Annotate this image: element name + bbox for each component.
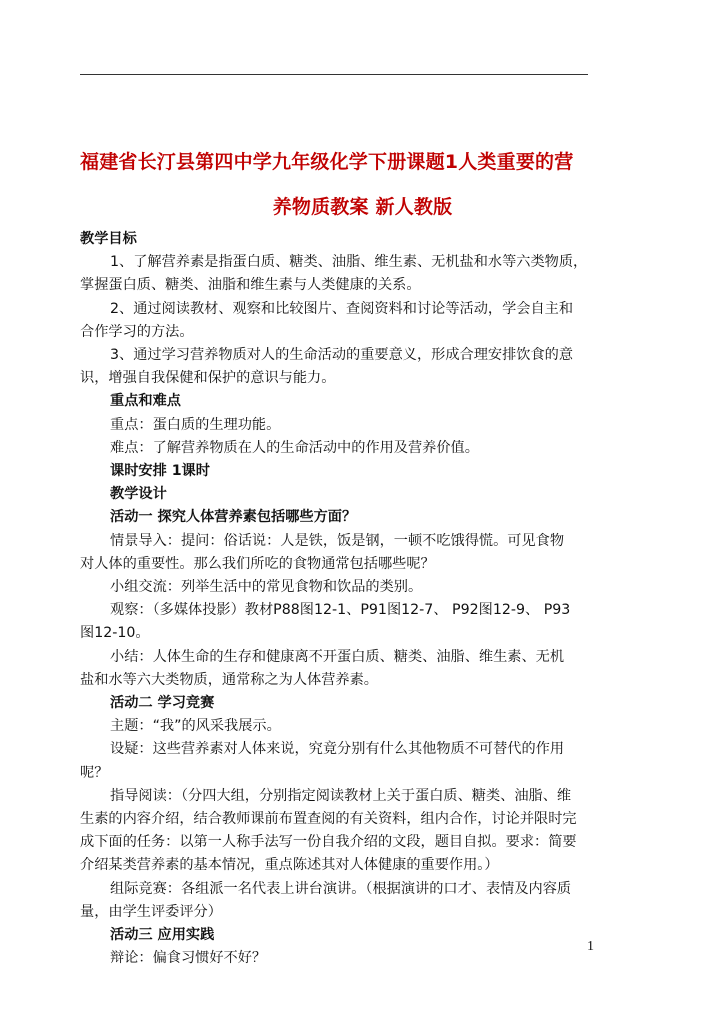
body-line: 观察：（多媒体投影）教材P88图12-1、P91图12-7、 P92图12-9、 P93 xyxy=(110,602,571,619)
body-line: 量，由学生评委评分） xyxy=(80,903,222,920)
section-heading: 活动二 学习竞赛 xyxy=(110,695,215,712)
body-line: 呢？ xyxy=(80,764,109,781)
section-heading: 活动一 探究人体营养素包括哪些方面？ xyxy=(110,509,357,526)
body-line: 生素的内容介绍，结合教师课前布置查阅的有关资料，组内合作，讨论并限时完 xyxy=(80,811,577,828)
document-body xyxy=(80,228,592,971)
body-line: 1、了解营养素是指蛋白质、糖类、油脂、维生素、无机盐和水等六类物质， xyxy=(110,254,588,271)
body-line: 3、通过学习营养物质对人的生命活动的重要意义，形成合理安排饮食的意 xyxy=(110,347,574,364)
body-line: 难点：了解营养物质在人的生命活动中的作用及营养价值。 xyxy=(110,439,479,456)
body-line: 识，增强自我保健和保护的意识与能力。 xyxy=(80,370,336,387)
section-heading: 课时安排 1课时 xyxy=(110,463,210,480)
body-line: 合作学习的方法。 xyxy=(80,323,194,340)
body-line: 掌握蛋白质、糖类、油脂和维生素与人类健康的关系。 xyxy=(80,277,421,294)
section-heading: 教学设计 xyxy=(110,486,167,503)
body-line: 介绍某类营养素的基本情况，重点陈述其对人体健康的重要作用。） xyxy=(80,857,499,874)
header-rule xyxy=(80,74,588,75)
body-line: 小组交流：列举生活中的常见食物和饮品的类别。 xyxy=(110,579,423,596)
section-heading: 活动三 应用实践 xyxy=(110,927,215,944)
body-line: 对人体的重要性。那么我们所吃的食物通常包括哪些呢？ xyxy=(80,555,435,572)
body-line: 小结：人体生命的生存和健康离不开蛋白质、糖类、油脂、维生素、无机 xyxy=(110,648,565,665)
body-line: 图12-10。 xyxy=(80,625,150,642)
body-line: 重点：蛋白质的生理功能。 xyxy=(110,416,281,433)
body-line: 盐和水等六大类物质，通常称之为人体营养素。 xyxy=(80,671,378,688)
section-heading: 重点和难点 xyxy=(110,393,181,410)
section-heading: 教学目标 xyxy=(80,231,137,247)
body-line: 指导阅读：（分四大组，分别指定阅读教材上关于蛋白质、糖类、油脂、维 xyxy=(110,787,572,804)
body-line: 2、通过阅读教材、观察和比较图片、查阅资料和讨论等活动，学会自主和 xyxy=(110,300,574,317)
body-line: 成下面的任务：以第一人称手法写一份自我介绍的文段，题目自拟。要求：简要 xyxy=(80,834,577,851)
body-line: 情景导入：提问：俗话说：人是铁，饭是钢，一顿不吃饿得慌。可见食物 xyxy=(110,532,565,549)
document-title-line-2: 养物质教案 新人教版 xyxy=(272,196,453,218)
document-title-line-1: 福建省长汀县第四中学九年级化学下册课题1人类重要的营 xyxy=(80,151,574,173)
body-line: 设疑：这些营养素对人体来说，究竟分别有什么其他物质不可替代的作用 xyxy=(110,741,565,758)
body-line: 组际竞赛：各组派一名代表上讲台演讲。（根据演讲的口才、表情及内容质 xyxy=(110,880,572,897)
body-line: 主题：“我”的风采我展示。 xyxy=(110,718,281,735)
page-number: 1 xyxy=(587,939,594,954)
body-line: 辩论：偏食习惯好不好？ xyxy=(110,950,267,967)
